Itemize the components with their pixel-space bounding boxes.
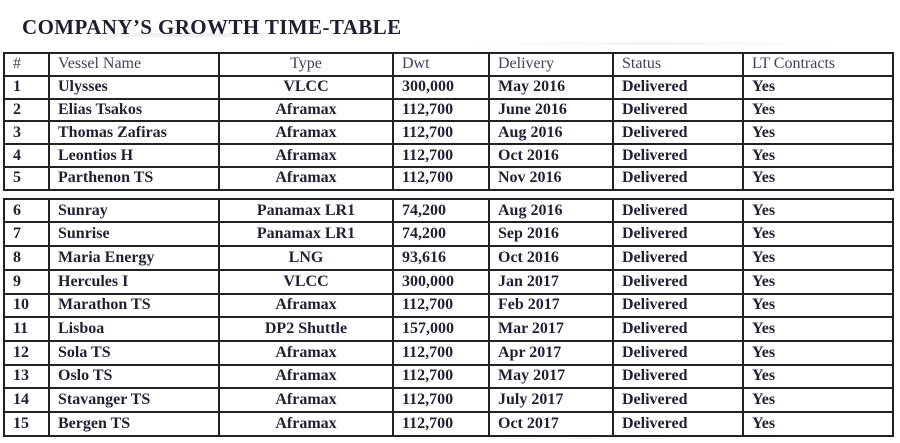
- cell-status: Delivered: [613, 199, 743, 223]
- cell-vessel-name: Oslo TS: [49, 365, 219, 389]
- cell-dwt: 112,700: [393, 341, 489, 365]
- cell-type: VLCC: [219, 76, 393, 99]
- table-row: [4, 365, 893, 389]
- cell-status: Delivered: [613, 144, 743, 167]
- cell-lt-contracts: Yes: [743, 144, 893, 167]
- cell-delivery: Sep 2016: [489, 222, 613, 246]
- cell-lt-contracts: Yes: [743, 76, 893, 99]
- cell-type: Panamax LR1: [219, 199, 393, 223]
- cell-type: VLCC: [219, 270, 393, 294]
- cell-lt-contracts: Yes: [743, 270, 893, 294]
- table-row: [4, 222, 893, 246]
- cell-lt-contracts: Yes: [743, 167, 893, 190]
- column-header-num: #: [4, 53, 49, 76]
- cell-type: Aframax: [219, 294, 393, 318]
- table-row: [4, 76, 893, 99]
- cell-type: Panamax LR1: [219, 222, 393, 246]
- cell-delivery: Oct 2016: [489, 246, 613, 270]
- cell-dwt: 112,700: [393, 167, 489, 190]
- cell-dwt: 74,200: [393, 222, 489, 246]
- cell-vessel-name: Lisboa: [49, 317, 219, 341]
- cell-dwt: 300,000: [393, 76, 489, 99]
- cell-dwt: 93,616: [393, 246, 489, 270]
- cell-vessel-name: Leontios H: [49, 144, 219, 167]
- cell-type: Aframax: [219, 99, 393, 122]
- cell-vessel-name: Parthenon TS: [49, 167, 219, 190]
- column-header-vessel-name: Vessel Name: [49, 53, 219, 76]
- cell-num: 3: [4, 121, 49, 144]
- cell-vessel-name: Elias Tsakos: [49, 99, 219, 122]
- cell-dwt: 300,000: [393, 270, 489, 294]
- cell-dwt: 112,700: [393, 121, 489, 144]
- cell-num: 11: [4, 317, 49, 341]
- cell-delivery: Nov 2016: [489, 167, 613, 190]
- table-header-row: [4, 53, 893, 76]
- cell-type: Aframax: [219, 412, 393, 436]
- cell-delivery: Mar 2017: [489, 317, 613, 341]
- cell-num: 5: [4, 167, 49, 190]
- cell-delivery: Aug 2016: [489, 121, 613, 144]
- cell-lt-contracts: Yes: [743, 365, 893, 389]
- cell-delivery: Aug 2016: [489, 199, 613, 223]
- cell-lt-contracts: Yes: [743, 341, 893, 365]
- cell-lt-contracts: Yes: [743, 317, 893, 341]
- cell-vessel-name: Maria Energy: [49, 246, 219, 270]
- cell-vessel-name: Sunrise: [49, 222, 219, 246]
- table-row: [4, 167, 893, 190]
- cell-lt-contracts: Yes: [743, 246, 893, 270]
- cell-num: 12: [4, 341, 49, 365]
- column-header-type: Type: [219, 53, 393, 76]
- cell-vessel-name: Bergen TS: [49, 412, 219, 436]
- table-row: [4, 144, 893, 167]
- cell-status: Delivered: [613, 270, 743, 294]
- cell-status: Delivered: [613, 167, 743, 190]
- cell-type: DP2 Shuttle: [219, 317, 393, 341]
- table-row: [4, 246, 893, 270]
- cell-delivery: June 2016: [489, 99, 613, 122]
- cell-num: 13: [4, 365, 49, 389]
- page-title: COMPANY’S GROWTH TIME-TABLE: [22, 15, 402, 40]
- column-header-status: Status: [613, 53, 743, 76]
- cell-type: Aframax: [219, 388, 393, 412]
- cell-type: Aframax: [219, 144, 393, 167]
- cell-num: 14: [4, 388, 49, 412]
- cell-lt-contracts: Yes: [743, 294, 893, 318]
- cell-vessel-name: Thomas Zafiras: [49, 121, 219, 144]
- table-row: [4, 199, 893, 223]
- table-section-1: [3, 52, 894, 191]
- cell-delivery: Oct 2016: [489, 144, 613, 167]
- cell-delivery: Apr 2017: [489, 341, 613, 365]
- cell-dwt: 112,700: [393, 144, 489, 167]
- cell-dwt: 74,200: [393, 199, 489, 223]
- cell-vessel-name: Marathon TS: [49, 294, 219, 318]
- cell-lt-contracts: Yes: [743, 412, 893, 436]
- cell-num: 9: [4, 270, 49, 294]
- column-header-lt-contracts: LT Contracts: [743, 53, 893, 76]
- cell-dwt: 112,700: [393, 412, 489, 436]
- cell-vessel-name: Stavanger TS: [49, 388, 219, 412]
- cell-num: 6: [4, 199, 49, 223]
- cell-status: Delivered: [613, 412, 743, 436]
- cell-lt-contracts: Yes: [743, 121, 893, 144]
- cell-lt-contracts: Yes: [743, 99, 893, 122]
- cell-vessel-name: Ulysses: [49, 76, 219, 99]
- column-header-dwt: Dwt: [393, 53, 489, 76]
- cell-lt-contracts: Yes: [743, 222, 893, 246]
- table-row: [4, 317, 893, 341]
- cell-status: Delivered: [613, 99, 743, 122]
- cell-num: 8: [4, 246, 49, 270]
- column-header-delivery: Delivery: [489, 53, 613, 76]
- cell-status: Delivered: [613, 365, 743, 389]
- cell-dwt: 112,700: [393, 388, 489, 412]
- cell-num: 7: [4, 222, 49, 246]
- cell-delivery: May 2017: [489, 365, 613, 389]
- cell-delivery: Oct 2017: [489, 412, 613, 436]
- cell-delivery: Feb 2017: [489, 294, 613, 318]
- cell-type: Aframax: [219, 341, 393, 365]
- cell-num: 4: [4, 144, 49, 167]
- cell-delivery: May 2016: [489, 76, 613, 99]
- cell-num: 2: [4, 99, 49, 122]
- cell-status: Delivered: [613, 341, 743, 365]
- table-row: [4, 294, 893, 318]
- table-row: [4, 341, 893, 365]
- cell-status: Delivered: [613, 317, 743, 341]
- cell-type: Aframax: [219, 167, 393, 190]
- cell-num: 10: [4, 294, 49, 318]
- cell-type: Aframax: [219, 121, 393, 144]
- cell-status: Delivered: [613, 76, 743, 99]
- cell-status: Delivered: [613, 294, 743, 318]
- cell-type: Aframax: [219, 365, 393, 389]
- cell-type: LNG: [219, 246, 393, 270]
- cell-vessel-name: Hercules I: [49, 270, 219, 294]
- cell-vessel-name: Sunray: [49, 199, 219, 223]
- table-row: [4, 99, 893, 122]
- cell-lt-contracts: Yes: [743, 388, 893, 412]
- cell-status: Delivered: [613, 388, 743, 412]
- cell-dwt: 112,700: [393, 99, 489, 122]
- cell-dwt: 112,700: [393, 294, 489, 318]
- table-row: [4, 388, 893, 412]
- table-row: [4, 121, 893, 144]
- cell-lt-contracts: Yes: [743, 199, 893, 223]
- scan-artifact: [455, 42, 855, 45]
- cell-dwt: 157,000: [393, 317, 489, 341]
- table-row: [4, 270, 893, 294]
- cell-status: Delivered: [613, 121, 743, 144]
- cell-status: Delivered: [613, 222, 743, 246]
- cell-num: 15: [4, 412, 49, 436]
- cell-status: Delivered: [613, 246, 743, 270]
- cell-vessel-name: Sola TS: [49, 341, 219, 365]
- table-row: [4, 412, 893, 436]
- cell-dwt: 112,700: [393, 365, 489, 389]
- growth-timetable: [3, 52, 892, 437]
- cell-delivery: Jan 2017: [489, 270, 613, 294]
- table-section-2: [3, 198, 894, 437]
- cell-delivery: July 2017: [489, 388, 613, 412]
- cell-num: 1: [4, 76, 49, 99]
